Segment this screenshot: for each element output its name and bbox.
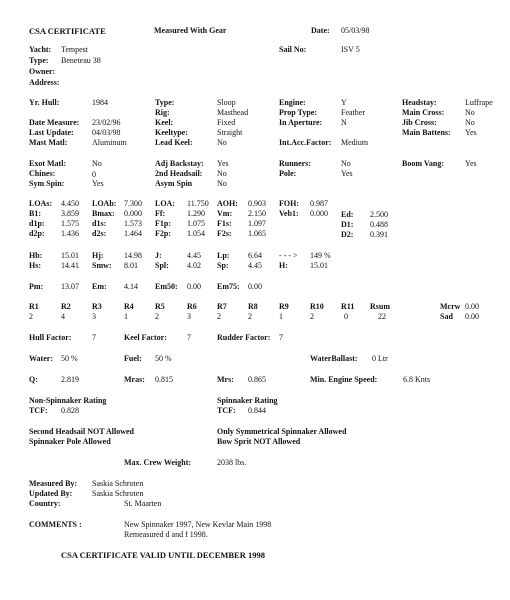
hull-factor-value: 7 [92, 333, 96, 342]
main-battens-value: Yes [465, 128, 477, 137]
main-battens-label: Main Battens: [402, 128, 451, 137]
r-header: R4 [124, 302, 134, 311]
r-header: R3 [92, 302, 102, 311]
rig-value: Masthead [217, 108, 249, 117]
measured-by-label: Measured By: [29, 479, 78, 488]
second-headsail-label: 2nd Headsail: [155, 169, 203, 178]
owner-label: Owner: [29, 67, 56, 76]
ed-value: 2.500 [370, 210, 388, 219]
yr-hull-value: 1984 [92, 98, 108, 107]
f1p-label: F1p: [155, 219, 171, 228]
d2s-value: 1.464 [124, 229, 142, 238]
r-value: 1 [279, 312, 283, 321]
r-header: Rsum [370, 302, 391, 311]
loab-value: 7.300 [124, 199, 142, 208]
last-update-label: Last Update: [29, 128, 74, 137]
valid-until-text: CSA CERTIFICATE VALID UNTIL DECEMBER 1998 [61, 550, 265, 560]
spl-value: 4.02 [187, 261, 201, 270]
h-value: 15.01 [310, 261, 328, 270]
in-aperture-label: In Aperture: [279, 118, 323, 127]
em-value: 4.14 [124, 282, 138, 291]
rsum-value: 22 [378, 312, 386, 321]
veb1-label: Veb1: [279, 209, 299, 218]
d2p-value: 1.436 [61, 229, 79, 238]
em50-value: 0.00 [187, 282, 201, 291]
f1s-label: F1s: [217, 219, 232, 228]
mcrw-label: Mcrw [440, 302, 461, 311]
chines-value: 0 [92, 170, 96, 179]
sad-label: Sad [440, 312, 453, 321]
r-header: R2 [61, 302, 71, 311]
lead-keel-label: Lead Keel: [155, 138, 193, 147]
lp-label: Lp: [217, 251, 230, 260]
r-header: R5 [155, 302, 165, 311]
h-label: H: [279, 261, 288, 270]
pole-label: Pole: [279, 169, 297, 178]
loas-value: 4.450 [61, 199, 79, 208]
mast-matl-label: Mast Matl: [29, 138, 68, 147]
keeltype-label: Keeltype: [155, 128, 188, 137]
bmax-value: 0.000 [124, 209, 142, 218]
runners-value: No [341, 159, 351, 168]
vm-label: Vm: [217, 209, 233, 218]
spin-tcf-label: TCF: [217, 406, 236, 415]
boom-vang-label: Boom Vang: [402, 159, 445, 168]
comment-line: Remeasured d and f 1998. [124, 530, 208, 539]
pm-label: Pm: [29, 282, 44, 291]
f2s-value: 1.065 [248, 229, 266, 238]
mras-label: Mras: [124, 375, 145, 384]
in-aperture-value: N [341, 118, 347, 127]
engine-speed-value: 6.8 Knts [403, 375, 431, 384]
overlap-percent: 149 % [310, 251, 331, 260]
mras-value: 0.815 [155, 375, 173, 384]
non-spinnaker-rating-title: Non-Spinnaker Rating [29, 396, 107, 405]
keel-label: Keel: [155, 118, 174, 127]
engine-value: Y [341, 98, 347, 107]
last-update-value: 04/03/98 [92, 128, 121, 137]
sym-spinnaker-note: Only Symmetrical Spinnaker Allowed [217, 427, 347, 436]
em50-label: Em50: [155, 282, 178, 291]
lead-keel-value: No [217, 138, 227, 147]
updated-by-label: Updated By: [29, 489, 73, 498]
mrs-value: 0.865 [248, 375, 266, 384]
prop-type-value: Feather [341, 108, 365, 117]
certificate-title: CSA CERTIFICATE [29, 26, 106, 36]
measured-by-value: Saskia Schroten [92, 479, 144, 488]
yacht-label: Yacht: [29, 45, 52, 54]
boom-vang-value: Yes [465, 159, 477, 168]
address-label: Address: [29, 78, 60, 87]
smw-value: 8.01 [124, 261, 138, 270]
b1-value: 3.859 [61, 209, 79, 218]
sail-no-value: ISV 5 [341, 45, 360, 54]
asym-spin-value: No [217, 179, 227, 188]
mrs-label: Mrs: [217, 375, 234, 384]
loa-value: 11.750 [187, 199, 209, 208]
j-label: J: [155, 251, 162, 260]
headstay-value: Luffrape [465, 98, 493, 107]
jib-cross-value: No [465, 118, 475, 127]
rudder-factor-value: 7 [279, 333, 283, 342]
hull-factor-label: Hull Factor: [29, 333, 72, 342]
j-value: 4.45 [187, 251, 201, 260]
date-measure-value: 23/02/96 [92, 118, 121, 127]
foh-label: FOH: [279, 199, 299, 208]
waterballast-label: WaterBallast: [310, 354, 358, 363]
r-header: R1 [29, 302, 39, 311]
headstay-label: Headstay: [402, 98, 437, 107]
max-crew-weight-label: Max. Crew Weight: [124, 458, 192, 467]
d1-label: D1: [341, 220, 354, 229]
non-spin-tcf-label: TCF: [29, 406, 48, 415]
r-value: 2 [217, 312, 221, 321]
spinnaker-pole-note: Spinnaker Pole Allowed [29, 437, 111, 446]
lp-value: 6.64 [248, 251, 262, 260]
r-header: R10 [310, 302, 324, 311]
rig-type-value: Sloop [217, 98, 236, 107]
r-value: 2 [310, 312, 314, 321]
prop-type-label: Prop Type: [279, 108, 318, 117]
b1-label: B1: [29, 209, 41, 218]
exot-matl-value: No [92, 159, 102, 168]
main-cross-value: No [465, 108, 475, 117]
sail-no-label: Sail No: [279, 45, 307, 54]
keel-factor-value: 7 [187, 333, 191, 342]
engine-speed-label: Min. Engine Speed: [310, 375, 378, 384]
asym-spin-label: Asym Spin [155, 179, 193, 188]
hb-value: 15.01 [61, 251, 79, 260]
waterballast-value: 0 Ltr [372, 354, 388, 363]
mcrw-value: 0.00 [465, 302, 479, 311]
d2-label: D2: [341, 230, 354, 239]
adj-backstay-value: Yes [217, 159, 229, 168]
d1s-value: 1.573 [124, 219, 142, 228]
type-label: Type: [29, 56, 49, 65]
q-value: 2.819 [61, 375, 79, 384]
d2-value: 0.391 [370, 230, 388, 239]
vm-value: 2.150 [248, 209, 266, 218]
d1p-label: d1p: [29, 219, 45, 228]
bmax-label: Bmax: [92, 209, 115, 218]
date-label: Date: [311, 26, 330, 35]
type-value: Beneteau 38 [61, 56, 101, 65]
max-crew-weight-value: 2038 lbs. [217, 458, 247, 467]
r-header: R7 [217, 302, 227, 311]
aoh-label: AOH: [217, 199, 238, 208]
fuel-value: 50 % [155, 354, 172, 363]
f2p-label: F2p: [155, 229, 171, 238]
f1p-value: 1.075 [187, 219, 205, 228]
sym-spin-value: Yes [92, 179, 104, 188]
r-value: 1 [124, 312, 128, 321]
rig-label: Rig: [155, 108, 170, 117]
d1-value: 0.488 [370, 220, 388, 229]
updated-by-value: Saskia Schroten [92, 489, 144, 498]
keel-value: Fixed [217, 118, 236, 127]
q-label: Q: [29, 375, 38, 384]
hb-label: Hb: [29, 251, 43, 260]
loa-label: LOA: [155, 199, 175, 208]
f2p-value: 1.054 [187, 229, 205, 238]
rig-type-label: Type: [155, 98, 175, 107]
r-header: R8 [248, 302, 258, 311]
country-label: Country: [29, 499, 61, 508]
water-label: Water: [29, 354, 53, 363]
smw-label: Smw: [92, 261, 112, 270]
foh-value: 0.987 [310, 199, 328, 208]
em-label: Em: [92, 282, 107, 291]
r-header: R9 [279, 302, 289, 311]
pole-value: Yes [341, 169, 353, 178]
hs-value: 14.41 [61, 261, 79, 270]
ed-label: Ed: [341, 210, 354, 219]
keeltype-value: Straight [217, 128, 243, 137]
water-value: 50 % [61, 354, 78, 363]
sad-value: 0.00 [465, 312, 479, 321]
adj-backstay-label: Adj Backstay: [155, 159, 204, 168]
fuel-label: Fuel: [124, 354, 142, 363]
r-value: 4 [61, 312, 65, 321]
engine-label: Engine: [279, 98, 306, 107]
r-value: 3 [187, 312, 191, 321]
mast-matl-value: Aluminum [92, 138, 127, 147]
arrow-text: - - - > [279, 251, 298, 260]
int-acc-label: Int.Acc.Factor: [279, 138, 332, 147]
d2p-label: d2p: [29, 229, 45, 238]
measured-with-label: Measured With Gear [154, 26, 227, 35]
second-headsail-value: No [217, 169, 227, 178]
int-acc-value: Medium [341, 138, 369, 147]
spl-label: Spl: [155, 261, 169, 270]
bow-sprit-note: Bow Sprit NOT Allowed [217, 437, 301, 446]
date-measure-label: Date Measure: [29, 118, 80, 127]
main-cross-label: Main Cross: [402, 108, 445, 117]
hj-value: 14.98 [124, 251, 142, 260]
veb1-value: 0.000 [310, 209, 328, 218]
sp-label: Sp: [217, 261, 229, 270]
hs-label: Hs: [29, 261, 41, 270]
comments-label: COMMENTS : [29, 520, 82, 529]
ff-label: Ff: [155, 209, 166, 218]
chines-label: Chines: [29, 169, 56, 178]
f2s-label: F2s: [217, 229, 232, 238]
r-header: R6 [187, 302, 197, 311]
r-header: R11 [341, 302, 355, 311]
d1s-label: d1s: [92, 219, 107, 228]
f1s-value: 1.097 [248, 219, 266, 228]
loab-label: LOAb: [92, 199, 117, 208]
r-value: 2 [155, 312, 159, 321]
em75-label: Em75: [217, 282, 240, 291]
country-value: St. Maarten [124, 499, 162, 508]
sym-spin-label: Sym Spin: [29, 179, 65, 188]
pm-value: 13.07 [61, 282, 79, 291]
date-value: 05/03/98 [341, 26, 370, 35]
em75-value: 0.00 [248, 282, 262, 291]
hj-label: Hj: [92, 251, 104, 260]
aoh-value: 0.903 [248, 199, 266, 208]
exot-matl-label: Exot Matl: [29, 159, 67, 168]
jib-cross-label: Jib Cross: [402, 118, 437, 127]
yr-hull-label: Yr. Hull: [29, 98, 60, 107]
spin-tcf-value: 0.844 [248, 406, 266, 415]
spinnaker-rating-title: Spinnaker Rating [217, 396, 278, 405]
comment-line: New Spinnaker 1997, New Kevlar Main 1998 [124, 520, 272, 529]
second-headsail-note: Second Headsail NOT Allowed [29, 427, 134, 436]
sp-value: 4.45 [248, 261, 262, 270]
r-value: 2 [248, 312, 252, 321]
yacht-value: Tempest [61, 45, 88, 54]
d2s-label: d2s: [92, 229, 107, 238]
non-spin-tcf-value: 0.828 [61, 406, 79, 415]
rudder-factor-label: Rudder Factor: [217, 333, 271, 342]
runners-label: Runners: [279, 159, 312, 168]
loas-label: LOAs: [29, 199, 53, 208]
keel-factor-label: Keel Factor: [124, 333, 167, 342]
ff-value: 1.290 [187, 209, 205, 218]
r-value: 2 [29, 312, 33, 321]
r-value: 0 [344, 312, 348, 321]
d1p-value: 1.575 [61, 219, 79, 228]
r-value: 3 [92, 312, 96, 321]
